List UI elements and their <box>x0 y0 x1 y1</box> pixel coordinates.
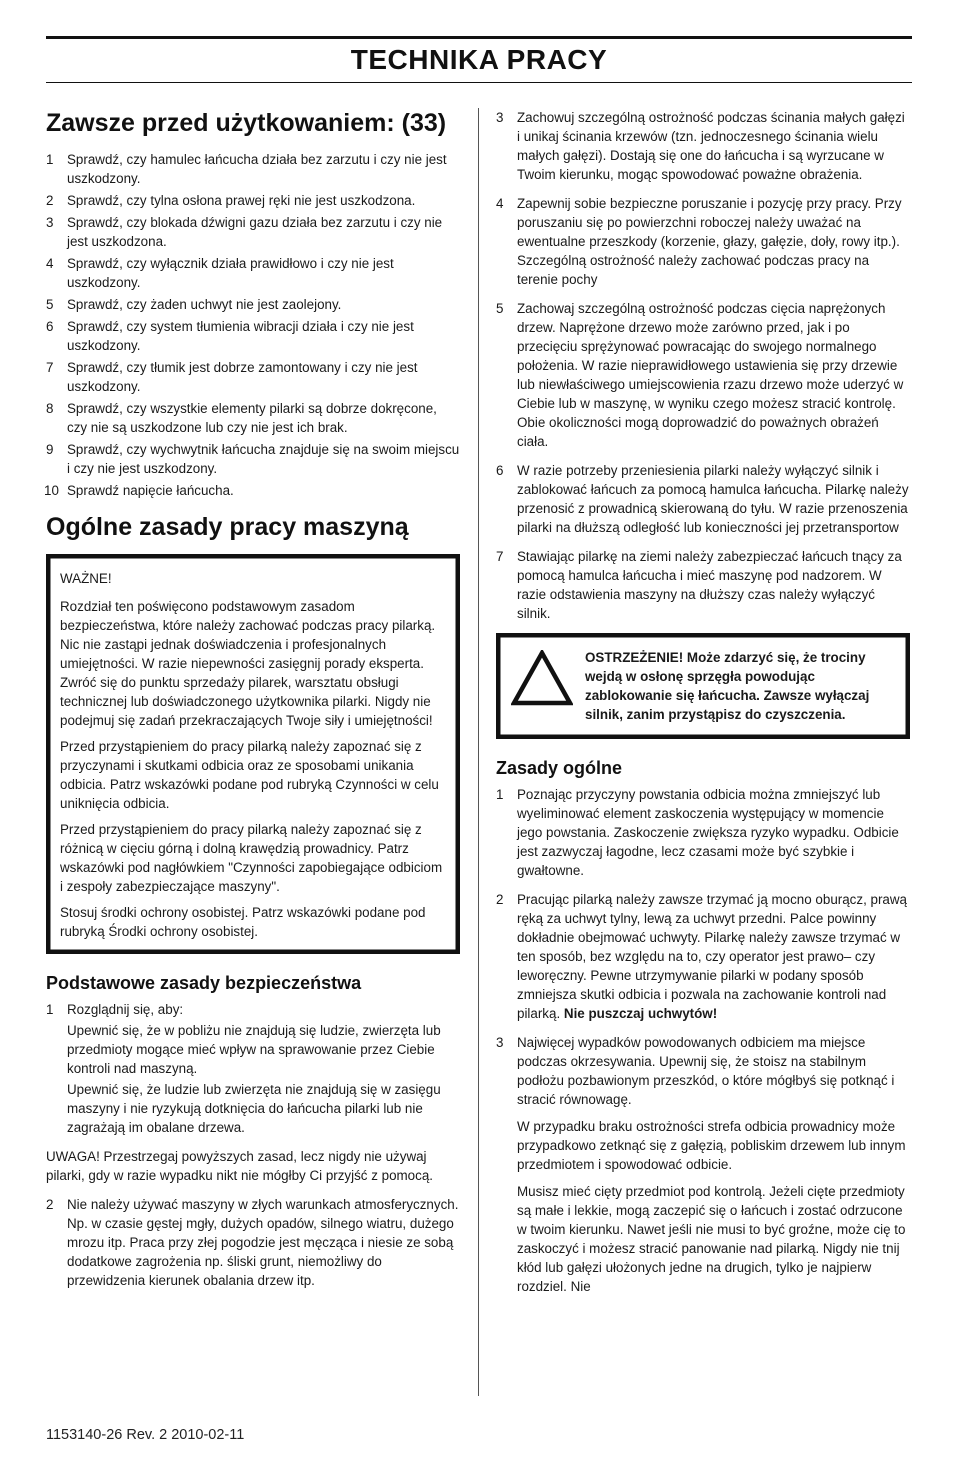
item-text: Sprawdź, czy wyłącznik działa prawidłowo i czy nie jest uszkodzony. <box>67 256 394 290</box>
right-column <box>496 108 910 1306</box>
list-item <box>496 1033 910 1296</box>
item-number: 8 <box>46 401 54 416</box>
item-number: 7 <box>496 549 504 564</box>
list-item <box>46 440 460 478</box>
note-paragraph: UWAGA! Przestrzegaj powyższych zasad, lecz nigdy nie używaj pilarki, gdy w razie wypadku nikt nie mógłby Ci przyjść z pomocą. <box>46 1149 433 1183</box>
item-subparagraph: Upewnić się, że w pobliżu nie znajdują się ludzie, zwierzęta lub przedmioty mogące mieć wpływ na sprawowanie przez Ciebie kontroli nad maszyną. <box>67 1023 441 1076</box>
item-number: 2 <box>46 1197 54 1212</box>
item-number: 6 <box>46 319 54 334</box>
important-paragraph: Przed przystąpieniem do pracy pilarką należy zapoznać się z przyczynami i skutkami odbicia oraz ze sposobami unikania odbicia. Patrz wskazówki podane pod rubryką Czynności w celu uniknięcia odbicia. <box>60 739 439 811</box>
list-item <box>46 213 460 251</box>
item-text: Najwięcej wypadków powodowanych odbiciem ma miejsce podczas okrzesywania. Upewnij się, że stoisz na stabilnym podłożu pozbawionym przeszkód, o które mógłbyś się potknąć i stracić równowagę. <box>517 1035 895 1107</box>
list-item <box>46 481 460 500</box>
item-text: Zapewnij sobie bezpieczne poruszanie i pozycję przy pracy. Przy poruszaniu się po powierzchni roboczej należy uważać na ewentualne przeszkody (korzenie, głazy, gałęzie, doły, rowy itp.). Szczególną ostrożność należy zachować podczas pracy na terenie pochy <box>517 196 902 287</box>
item-text: Sprawdź, czy żaden uchwyt nie jest zaolejony. <box>67 297 342 312</box>
item-text: Zachowaj szczególną ostrożność podczas cięcia naprężonych drzew. Naprężone drzewo może zarówno przed, jak i po przecięciu sprężynować powracając do swojego normalnego położenia. W razie nieprawidłowego ustawienia się przy drzewie lub niewłaściwego umiejscowienia rzazu drzewo może uderzyć w Ciebie lub w maszynę, w wyniku czego możesz stracić kontrolę. Obie okoliczności mogą doprowadzić do poważnych obrażeń ciała. <box>517 301 904 449</box>
list-item <box>496 299 910 451</box>
item-number: 7 <box>46 360 54 375</box>
list-item <box>46 254 460 292</box>
item-text: Poznając przyczyny powstania odbicia można zmniejszyć lub wyeliminować element zaskoczenia występujący w momencie jego powstania. Zaskoczenie zwiększa ryzyko wypadku. Odbicie jest zazwyczaj łagodne, lecz czasami może być szybkie i gwałtowne. <box>517 787 899 878</box>
item-text: Sprawdź, czy wychwytnik łańcucha znajduje się na swoim miejscu i czy nie jest uszkodzony. <box>67 442 460 476</box>
section-heading-general-principles: Zasady ogólne <box>496 758 623 778</box>
item-number: 4 <box>46 256 54 271</box>
item-text: Sprawdź, czy tłumik jest dobrze zamontowany i czy nie jest uszkodzony. <box>67 360 418 394</box>
list-item <box>496 890 910 1023</box>
item-text: Nie należy używać maszyny w złych warunkach atmosferycznych. Np. w czasie gęstej mgły, dużych opadów, silnego wiatru, dużego mrozu itp. Praca przy złej pogodzie jest męcząca i niesie ze sobą dodatkowe zagrożenia np. śliski grunt, niemożliwy do przewidzenia kierunek obalania drzew itp. <box>67 1197 459 1288</box>
section-heading-general-rules: Ogólne zasady pracy maszyną <box>46 513 409 541</box>
item-number: 1 <box>46 152 54 167</box>
list-item <box>496 785 910 880</box>
important-notice-box <box>46 554 460 954</box>
item-number: 1 <box>46 1002 54 1017</box>
list-item <box>496 194 910 289</box>
item-number: 9 <box>46 442 54 457</box>
list-item <box>46 1000 460 1137</box>
left-column <box>46 108 460 1293</box>
item-text: Zachowuj szczególną ostrożność podczas ścinania małych gałęzi i unikaj ścinania krzewów (tzn. jednoczesnego ścinania wielu małych gałęzi). Dostają się one do łańcucha i są wyrzucane w Twoim kierunku, mogąc spowodować poważne obrażenia. <box>517 110 905 182</box>
item-number: 2 <box>496 892 504 907</box>
item-text: Sprawdź, czy system tłumienia wibracji działa i czy nie jest uszkodzony. <box>67 319 414 353</box>
item-text: Pracując pilarką należy zawsze trzymać ją mocno oburącz, prawą ręką za uchwyt tylny, lewą za uchwyt przedni. Palce powinny dokładnie obejmować uchwyty. Pilarkę należy zawsze trzymać w ten sposób, bez względu na to, czy operator jest prawo– czy leworęczny. Pewne utrzymywanie pilarki w podany sposób zmniejsza skutki odbicia i pozwala na zachowanie kontroli nad pilarką. <box>517 892 907 1021</box>
item-text: Stawiając pilarkę na ziemi należy zabezpieczać łańcuch tnący za pomocą hamulca łańcucha i mieć maszynę pod nadzorem. W razie odstawienia maszyny na dłuższy czas należy wyłączyć silnik. <box>517 549 902 621</box>
rules-list <box>496 108 910 623</box>
list-item <box>46 317 460 355</box>
item-number: 4 <box>496 196 504 211</box>
page-header <box>46 36 912 83</box>
checklist <box>46 150 460 500</box>
document-footer: 1153140-26 Rev. 2 2010-02-11 <box>46 1427 245 1443</box>
list-item <box>46 399 460 437</box>
important-paragraph: Rozdział ten poświęcono podstawowym zasadom bezpieczeństwa, które należy zachować podczas pracy pilarką. Nic nie zastąpi jednak doświadczenia i profesjonalnych umiejętności. W razie niepewności zasięgnij porady eksperta. Zwróć się do punktu sprzedaży pilarek, warsztatu obsługi technicznej lub doświadczonego użytkownika pilarki. Nigdy nie podejmuj się zadań przekraczających Twoje siły i umiejętności! <box>60 599 436 728</box>
item-text: Sprawdź napięcie łańcucha. <box>67 483 234 498</box>
list-item <box>46 358 460 396</box>
item-number: 5 <box>496 301 504 316</box>
important-paragraph: Stosuj środki ochrony osobistej. Patrz wskazówki podane pod rubryką Środki ochrony osobistej. <box>60 905 426 939</box>
section-heading-before-use: Zawsze przed użytkowaniem: (33) <box>46 109 447 137</box>
important-paragraph: Przed przystąpieniem do pracy pilarką należy zapoznać się z różnicą w cięciu górną i dolną krawędzią prowadnicy. Patrz wskazówki pod nagłówkiem "Czynności zapobiegające odbiciom i zespoły zabezpieczające maszyny". <box>60 822 443 894</box>
item-number: 1 <box>496 787 504 802</box>
item-number: 6 <box>496 463 504 478</box>
item-subparagraph: Musisz mieć cięty przedmiot pod kontrolą. Jeżeli cięte przedmioty są małe i lekkie, mogą zaczepić się o łańcuch i zostać odrzucone w twoim kierunku. Nawet jeśli nie musi to być groźne, może cię to zaskoczyć i możesz stracić panowanie nad pilarką. Nigdy nie tnij kłód lub gałęzi ułożonych jedne na drugich, tylko je najpierw rozdziel. Nie <box>517 1184 906 1294</box>
item-subparagraph: Upewnić się, że ludzie lub zwierzęta nie znajdują się w zasięgu maszyny i nie ryzykują dotknięcia do łańcucha pilarki lub nie zagrażają im obalane drzewa. <box>67 1082 441 1135</box>
item-number: 10 <box>44 483 59 498</box>
page-title: TECHNIKA PRACY <box>350 44 608 75</box>
list-item <box>496 108 910 184</box>
item-text: W razie potrzeby przeniesienia pilarki należy wyłączyć silnik i zablokować łańcuch za pomocą hamulca łańcucha. Pilarkę należy przenosić z prowadnicą skierowaną do tyłu. W razie przenoszenia pilarki na dłuższą odległość lub konieczności jej przetransportow <box>517 463 909 535</box>
warning-box <box>496 633 910 739</box>
item-number: 3 <box>496 1035 504 1050</box>
list-item <box>496 461 910 537</box>
list-item <box>46 1195 460 1290</box>
important-label: WAŻNE! <box>60 571 112 586</box>
item-text: Sprawdź, czy tylna osłona prawej ręki nie jest uszkodzona. <box>67 193 416 208</box>
item-text: Sprawdź, czy hamulec łańcucha działa bez zarzutu i czy nie jest uszkodzony. <box>67 152 447 186</box>
item-bold-text: Nie puszczaj uchwytów! <box>563 1006 718 1021</box>
item-text: Sprawdź, czy wszystkie elementy pilarki są dobrze dokręcone, czy nie są uszkodzone lub czy nie jest ich brak. <box>67 401 437 435</box>
warning-text: OSTRZEŻENIE! Może zdarzyć się, że trociny wejdą w osłonę sprzęgła powodując zablokowanie się łańcucha. Zawsze wyłączaj silnik, zanim przystąpisz do czyszczenia. <box>585 650 870 722</box>
warning-triangle-icon <box>511 650 573 706</box>
item-text: Rozglądnij się, aby: <box>67 1002 184 1017</box>
item-subparagraph: W przypadku braku ostrożności strefa odbicia prowadnicy może przypadkowo zetknąć się z gałęzią, pobliskim drzewem lub innym przedmiotem i spowodować odbicie. <box>517 1119 906 1172</box>
item-text: Sprawdź, czy blokada dźwigni gazu działa bez zarzutu i czy nie jest uszkodzona. <box>67 215 443 249</box>
list-item <box>46 150 460 188</box>
item-number: 3 <box>496 110 504 125</box>
list-item <box>46 191 460 210</box>
item-number: 3 <box>46 215 54 230</box>
list-item <box>46 295 460 314</box>
column-divider <box>478 108 479 1396</box>
item-number: 2 <box>46 193 54 208</box>
section-heading-basic-safety: Podstawowe zasady bezpieczeństwa <box>46 973 362 993</box>
item-number: 5 <box>46 297 54 312</box>
list-item <box>496 547 910 623</box>
